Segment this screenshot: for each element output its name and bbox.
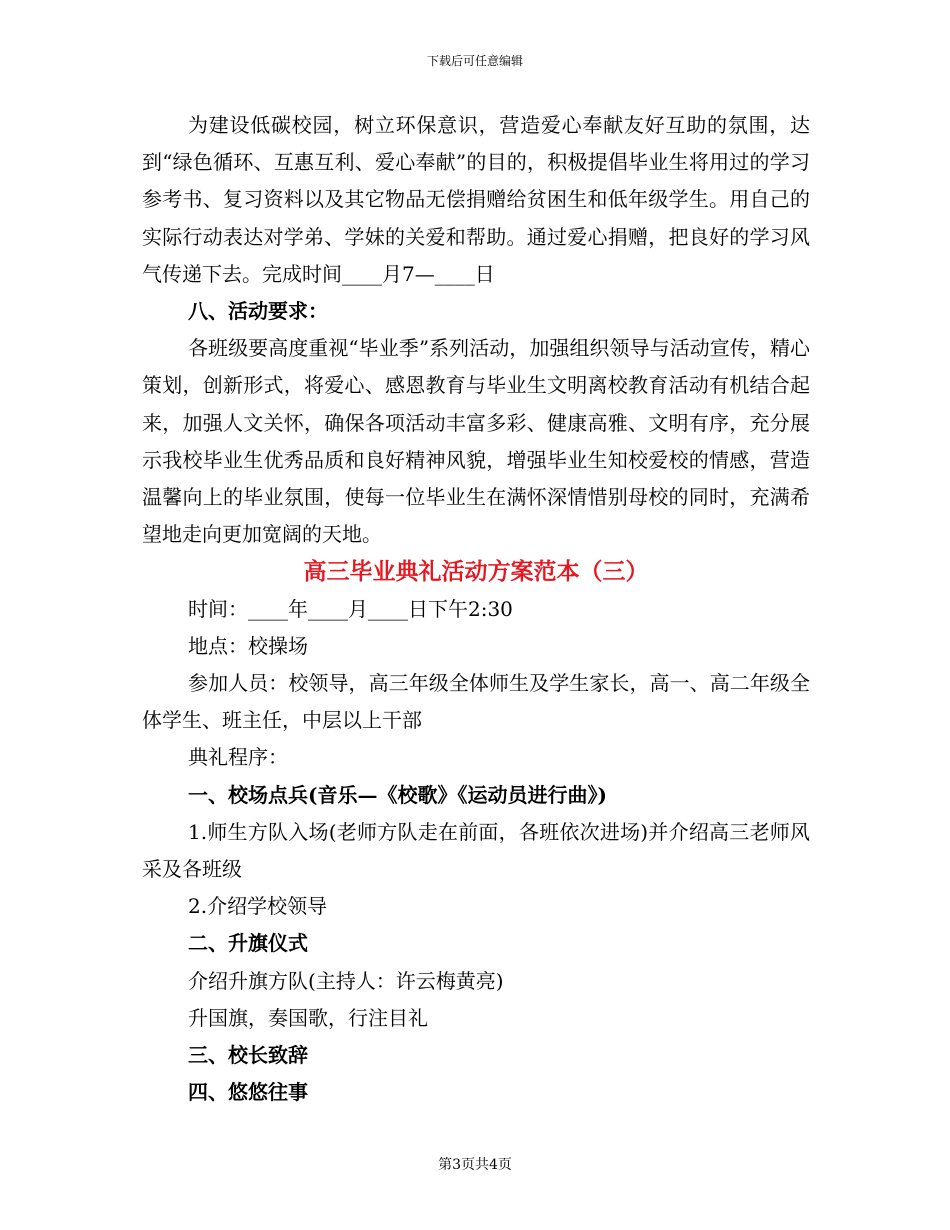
heading-step-2: 二、升旗仪式 <box>188 931 308 956</box>
page-header: 下载后可任意编辑 <box>426 54 523 68</box>
step-1-item-1: 1.师生方队入场(老师方队走在前面，各班依次进场)并介绍高三老师风采及各班级 <box>142 819 810 882</box>
paragraph-donation: 为建设低碳校园，树立环保意识，营造爱心奉献友好互助的氛围，达到“绿色循环、互惠互利、爱心奉献”的目的，积极提倡毕业生将用过的学习参考书、复习资料以及其它物品无偿捐赠给贫困生和低年级学生。用自己的实际行动表达对学弟、学妹的关爱和帮助。通过爱心捐赠，把良好的学习风气传递下去。完成时间____月7—____日 <box>142 113 810 286</box>
line-time: 时间：____年____月____日下午2:30 <box>188 596 513 621</box>
heading-step-4: 四、悠悠往事 <box>188 1080 308 1105</box>
page-footer: 第3页共4页 <box>438 1157 512 1173</box>
paragraph-requirements: 各班级要高度重视“毕业季”系列活动，加强组织领导与活动宣传，精心策划，创新形式，将爱心、感恩教育与毕业生文明离校教育活动有机结合起来，加强人文关怀，确保各项活动丰富多彩、健康高雅、文明有序，充分展示我校毕业生优秀品质和良好精神风貌，增强毕业生知校爱校的情感，营造温馨向上的毕业氛围，使每一位毕业生在满怀深情惜别母校的同时，充满希望地走向更加宽阔的天地。 <box>142 336 810 547</box>
heading-activity-requirements: 八、活动要求： <box>188 299 328 324</box>
heading-step-3: 三、校长致辞 <box>188 1043 308 1068</box>
document-body <box>142 107 810 1111</box>
heading-step-1: 一、校场点兵(音乐—《校歌》《运动员进行曲》) <box>188 782 607 807</box>
line-place: 地点：校操场 <box>188 633 308 658</box>
line-procedure-label: 典礼程序： <box>188 745 288 770</box>
step-1-item-2: 2.介绍学校领导 <box>188 894 328 919</box>
line-attendees: 参加人员：校领导，高三年级全体师生及学生家长，高一、高二年级全体学生、班主任，中层以上干部 <box>142 671 810 733</box>
section-title: 高三毕业典礼活动方案范本（三） <box>303 558 649 586</box>
step-2-line-1: 介绍升旗方队(主持人：许云梅黄亮) <box>188 968 504 993</box>
step-2-line-2: 升国旗，奏国歌，行注目礼 <box>188 1005 428 1030</box>
